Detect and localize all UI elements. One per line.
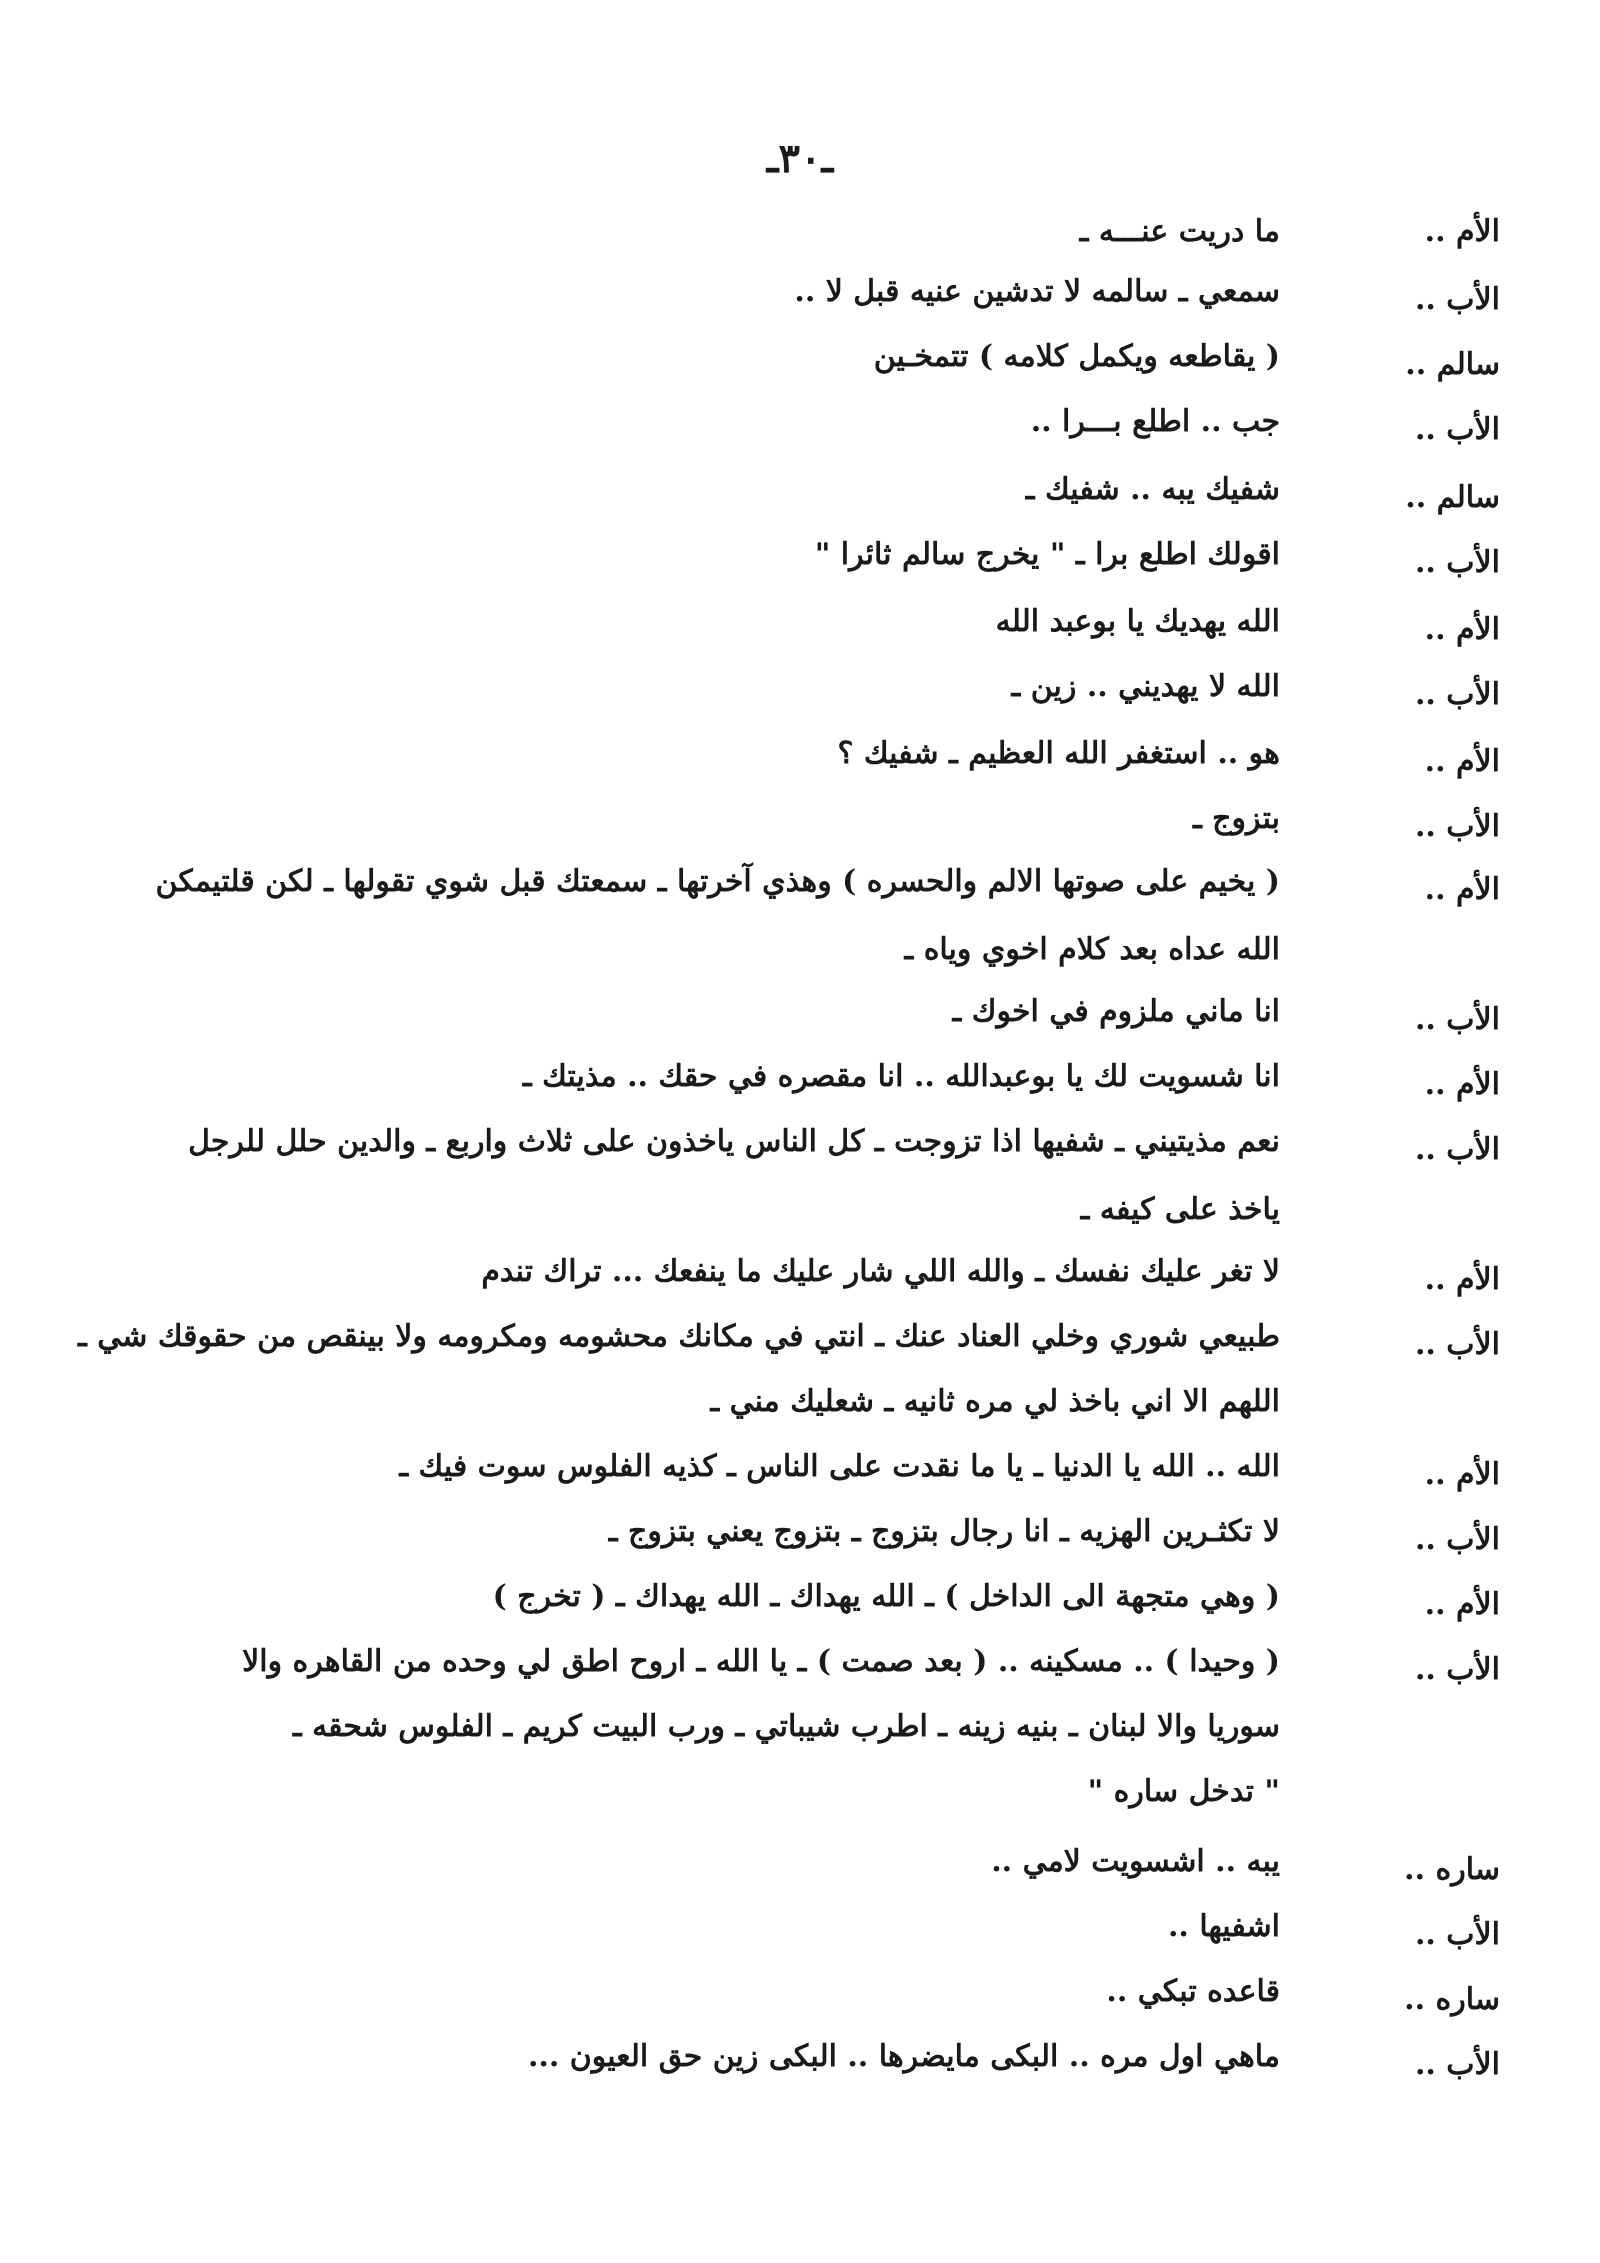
- speaker-label: الأب ..: [1414, 412, 1500, 447]
- dialog-line: ما دريت عنـــه ـ: [1079, 214, 1280, 249]
- dialog-line: اقولك اطلع برا ـ " يخرج سالم ثائرا ": [814, 537, 1280, 572]
- speaker-label: سالم ..: [1405, 480, 1500, 515]
- speaker-label: الأم ..: [1424, 744, 1500, 779]
- dialog-line: انا شسويت لك يا بوعبدالله .. انا مقصره في حقك .. مذيتك ـ: [522, 1059, 1280, 1094]
- dialog-line: جب .. اطلع بـــرا ..: [1030, 404, 1280, 439]
- speaker-label: الأب ..: [1414, 2047, 1500, 2082]
- dialog-line: اشفيها ..: [1167, 1909, 1280, 1944]
- dialog-line-continued: ياخذ على كيفه ـ: [1080, 1192, 1280, 1227]
- dialog-line: الله .. الله يا الدنيا ـ يا ما نقدت على الناس ـ كذيه الفلوس سوت فيك ـ: [399, 1449, 1280, 1484]
- speaker-label: الأم ..: [1424, 1067, 1500, 1102]
- speaker-label: الأم ..: [1424, 1262, 1500, 1297]
- speaker-label: الأم ..: [1424, 214, 1500, 249]
- dialog-line: الله يهديك يا بوعبد الله: [995, 604, 1280, 639]
- speaker-label: الأم ..: [1424, 1587, 1500, 1622]
- page-number: ـ٣٠ـ: [766, 135, 834, 182]
- dialog-line: ( وهي متجهة الى الداخل ) ـ الله يهداك ـ الله يهداك ـ ( تخرج ): [492, 1579, 1280, 1614]
- dialog-line-continued: اللهم الا اني باخذ لي مره ثانيه ـ شعليك مني ـ: [710, 1384, 1280, 1419]
- dialog-line: طبيعي شوري وخلي العناد عنك ـ انتي في مكانك محشومه ومكرومه ولا بينقص من حقوقك شي ـ: [78, 1319, 1280, 1354]
- speaker-label: الأب ..: [1414, 677, 1500, 712]
- dialog-line: انا ماني ملزوم في اخوك ـ: [952, 994, 1280, 1029]
- speaker-label: الأم ..: [1424, 872, 1500, 907]
- dialog-line: الله لا يهديني .. زين ـ: [1011, 669, 1280, 704]
- speaker-label: ساره ..: [1404, 1852, 1500, 1887]
- speaker-label: الأم ..: [1424, 612, 1500, 647]
- dialog-line: شفيك يبه .. شفيك ـ: [1025, 472, 1280, 507]
- speaker-label: الأب ..: [1414, 282, 1500, 317]
- speaker-label: الأب ..: [1414, 1652, 1500, 1687]
- stage-direction: " تدخل ساره ": [1087, 1774, 1280, 1809]
- dialog-line: قاعده تبكي ..: [1106, 1974, 1280, 2009]
- dialog-line: سمعي ـ سالمه لا تدشين عنيه قبل لا ..: [794, 274, 1280, 309]
- dialog-line: ( وحيدا ) .. مسكينه .. ( بعد صمت ) ـ يا الله ـ اروح اطق لي وحده من القاهره والا: [242, 1644, 1280, 1679]
- speaker-label: الأب ..: [1414, 1327, 1500, 1362]
- dialog-line: لا تكثـرين الهزيه ـ انا رجال بتزوج ـ بتزوج يعني بتزوج ـ: [608, 1514, 1280, 1549]
- speaker-label: ساره ..: [1404, 1982, 1500, 2017]
- dialog-line-continued: الله عداه بعد كلام اخوي وياه ـ: [904, 932, 1280, 967]
- dialog-line: يبه .. اشسويت لامي ..: [991, 1844, 1280, 1879]
- speaker-label: الأب ..: [1414, 1522, 1500, 1557]
- dialog-line-continued: سوريا والا لبنان ـ بنيه زينه ـ اطرب شيباتي ـ ورب البيت كريم ـ الفلوس شحقه ـ: [292, 1709, 1280, 1744]
- dialog-line: هو .. استغفر الله العظيم ـ شفيك ؟: [837, 736, 1280, 771]
- speaker-label: سالم ..: [1405, 347, 1500, 382]
- speaker-label: الأب ..: [1414, 545, 1500, 580]
- dialog-line: ( يقاطعه ويكمل كلامه ) تتمخـين: [873, 339, 1280, 374]
- dialog-line: بتزوج ـ: [1192, 801, 1280, 836]
- speaker-label: الأم ..: [1424, 1457, 1500, 1492]
- speaker-label: الأب ..: [1414, 1002, 1500, 1037]
- speaker-label: الأب ..: [1414, 1917, 1500, 1952]
- dialog-line: ماهي اول مره .. البكى مايضرها .. البكى زين حق العيون ...: [527, 2039, 1280, 2074]
- dialog-line: ( يخيم على صوتها الالم والحسره ) وهذي آخرتها ـ سمعتك قبل شوي تقولها ـ لكن قلتيمكن: [155, 864, 1280, 899]
- speaker-label: الأب ..: [1414, 809, 1500, 844]
- speaker-label: الأب ..: [1414, 1132, 1500, 1167]
- dialog-line: نعم مذيتيني ـ شفيها اذا تزوجت ـ كل الناس ياخذون على ثلاث واربع ـ والدين حلل للرجل: [188, 1124, 1280, 1159]
- dialog-line: لا تغر عليك نفسك ـ والله اللي شار عليك ما ينفعك ... تراك تندم: [481, 1254, 1280, 1289]
